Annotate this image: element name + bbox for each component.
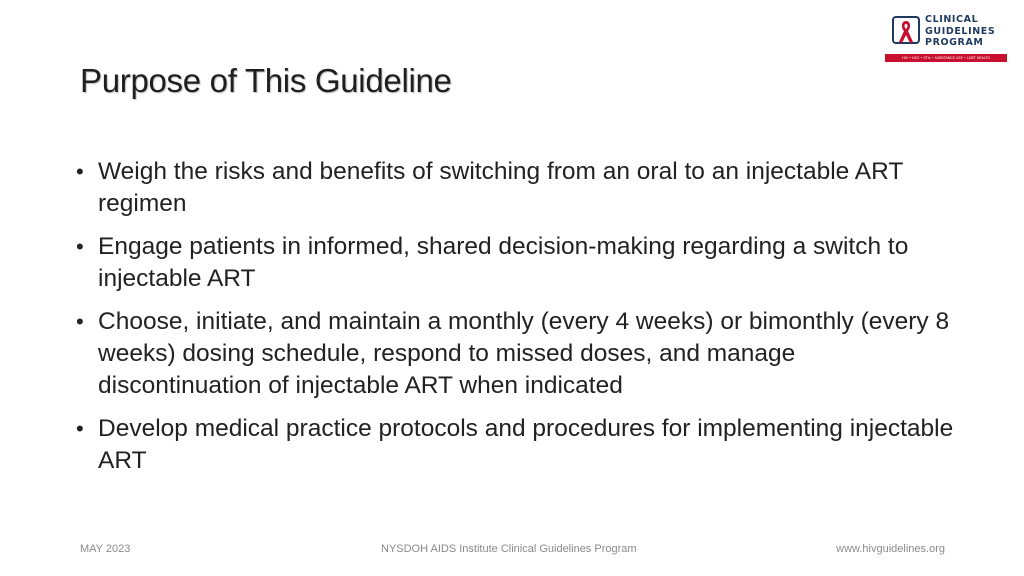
bullet-dot: •: [76, 234, 84, 259]
list-item: [76, 231, 956, 295]
bullet-text: Weigh the risks and benefits of switching from an oral to an injectable ART regimen: [98, 158, 903, 217]
footer-website-link[interactable]: www.hivguidelines.org: [836, 543, 945, 555]
logo-line-1: CLINICAL: [925, 14, 979, 25]
clinical-guidelines-program-logo: [885, 12, 1007, 64]
bullet-dot: •: [76, 309, 84, 334]
bullet-dot: •: [76, 159, 84, 184]
logo-tagline-band: HIV • HCV • STIs • SUBSTANCE USE • LGBT HEALTH: [885, 54, 1007, 62]
bullet-text: Choose, initiate, and maintain a monthly (every 4 weeks) or bimonthly (every 8 weeks) dosing schedule, respond to missed doses, and manage discontinuation of injectable ART when indicated: [98, 308, 950, 399]
bullet-list: [76, 156, 956, 488]
footer-organization: NYSDOH AIDS Institute Clinical Guidelines Program: [381, 543, 637, 555]
logo-wordmark: [925, 14, 995, 49]
red-ribbon-icon: [892, 16, 920, 50]
bullet-text: Engage patients in informed, shared decision-making regarding a switch to injectable ART: [98, 233, 909, 292]
bullet-text: Develop medical practice protocols and procedures for implementing injectable ART: [98, 415, 954, 474]
list-item: [76, 413, 956, 477]
logo-line-3: PROGRAM: [925, 37, 984, 48]
bullet-dot: •: [76, 416, 84, 441]
footer-date: MAY 2023: [80, 543, 131, 555]
list-item: [76, 156, 956, 220]
list-item: [76, 306, 956, 402]
page-title: Purpose of This Guideline: [80, 62, 452, 99]
logo-line-2: GUIDELINES: [925, 25, 996, 37]
